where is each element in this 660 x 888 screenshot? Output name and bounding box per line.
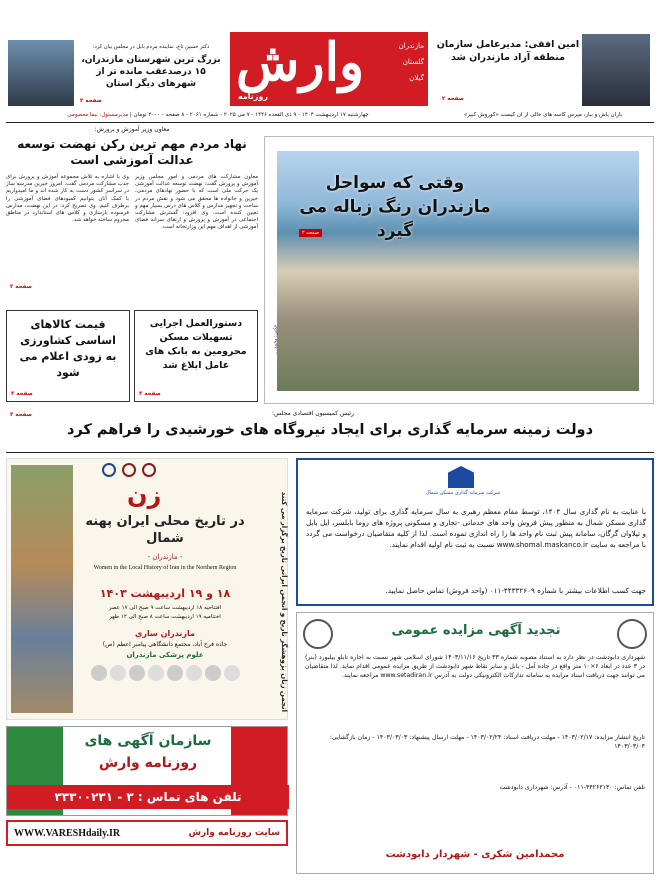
masthead-logo-block <box>230 32 428 106</box>
website-url[interactable]: WWW.VARESHdaily.IR <box>14 827 121 839</box>
sponsor-logos <box>77 665 253 709</box>
auction-emblem-icon <box>617 619 647 649</box>
province-item: گیلان <box>409 74 424 82</box>
dateline-tail: مدیرمسئول: نیما معصومی <box>67 112 129 118</box>
sponsor-logo-icon <box>91 665 107 681</box>
education-page-ref: صفحه ۲ <box>10 284 32 290</box>
top-right-headline[interactable]: امین افقی: مدیرعامل سازمان منطقه آزاد مازندران شد <box>436 39 580 63</box>
exhibition-times1: افتتاحیه ۱۸ اردیبهشت ساعت ۹ صبح الی ۱۷ عصر <box>108 605 222 611</box>
ads-phone-label: تلفن های تماس : <box>137 790 242 804</box>
auction-title: تجدید آگهی مزایده عمومی <box>391 623 561 638</box>
dateline: چهارشنبه ۱۷ اردیبهشت ۱۴۰۴ - ۹ ذی القعده ۱۴۴۶ - ۷ می ۲۰۲۵ - شماره ۲۰۶۱ - ۸ صفحه - ۲۰۰۰ تومان | مدیرمسئول: نیما معصومی <box>67 112 369 118</box>
maskan-ad[interactable] <box>296 458 654 606</box>
website-bar[interactable] <box>6 820 288 846</box>
dateline-main: چهارشنبه ۱۷ اردیبهشت ۱۴۰۴ - ۹ ذی القعده ۱۴۴۶ - ۷ می ۲۰۲۵ - شماره ۲۰۶۱ - ۸ صفحه - ۲۰۰۰ تومان <box>133 112 369 118</box>
auction-dates: تاریخ انتشار مزایده: ۱۴۰۳/۰۲/۱۷ - مهلت دریافت اسناد: ۱۴۰۳/۰۲/۲۴ - مهلت ارسال پیشنهاد: ۱۴۰۳/۰۳/۰۳ - زمان بازگشایی: ۱۴۰۳/۰۳/۰۴ <box>329 734 645 751</box>
main-story[interactable] <box>264 136 654 404</box>
ads-phone-row <box>7 785 289 809</box>
exhibition-logos <box>79 463 179 481</box>
maskan-logo-icon <box>448 466 474 488</box>
education-col: وی با اشاره به تلاش مجموعه آموزش و پرورش برای جذب مشارکت مردمی گفت: امروز خیرین مدرسه ساز در سراسر کشور دست به کار شده اند و ما امیدواریم با کمک آنان بتوانیم کمبودهای فضای آموزشی را برطرف کنیم. وی تصریح کرد: در این نهضت، مدارس فرسوده بازسازی و کلاس های استاندارد در مناطق محروم ساخته خواهد شد. <box>6 174 129 224</box>
education-headline[interactable]: نهاد مردم مهم ترین رکن نهضت توسعه عدالت آموزشی است <box>17 137 247 167</box>
box-left[interactable] <box>6 310 130 402</box>
auction-contact: تلفن تماس: ۴۴۲۶۲۱۳۰-۰۱۱ - آدرس: شهرداری دابودشت <box>499 784 645 791</box>
speaker-photo <box>8 40 74 106</box>
exhibition-ad[interactable] <box>6 458 288 720</box>
sponsor-logo-icon <box>167 665 183 681</box>
auction-emblem-icon <box>303 619 333 649</box>
sponsor-logo-icon <box>148 665 164 681</box>
exhibition-title: زن <box>127 481 162 509</box>
sponsor-logo-icon <box>110 665 126 681</box>
exhibition-dates: ۱۸ و ۱۹ اردیبهشت ۱۴۰۳ <box>99 587 231 600</box>
education-col: معاون مشارکت های مردمی و امور مجلس وزیر آموزش و پرورش گفت: نهضت توسعه عدالت آموزشی یک حرکت ملی است که با حضور نهادهای مردمی، خیرین و خانواده ها محقق می شود و نقش مردم در ساخت و تجهیز مدارس و کلاس های درس بسیار مهم و تعیین کننده است. وی افزود: گسترش مشارکت اجتماعی در آموزش و پرورش و ارتقای سرانه فضای آموزشی از اهداف مهم این وزارتخانه است. <box>135 174 258 231</box>
box-left-headline[interactable]: قیمت کالاهای اساسی کشاورزی به زودی اعلام می شود <box>19 318 117 379</box>
logo-icon <box>102 463 116 477</box>
exhibition-venue1: مازندران ساری <box>135 629 195 638</box>
sponsor-logo-icon <box>205 665 221 681</box>
logo-sub: روزنامه <box>238 92 268 101</box>
top-left-headline[interactable]: بزرگ ترین شهرستان مازندران، ۱۵ درصدعقب مانده تر از شهرهای دیگر استان <box>81 55 221 89</box>
exhibition-english: Women in the Local History of Iran in the Northern Region <box>93 565 237 571</box>
logo-icon <box>142 463 156 477</box>
sponsor-logo-icon <box>186 665 202 681</box>
main-headline[interactable]: وقتی که سواحل مازندران رنگ زباله می گیرد <box>299 173 491 241</box>
logo-icon <box>122 463 136 477</box>
header-divider <box>6 122 654 123</box>
website-label: سایت روزنامه وارش <box>188 828 280 838</box>
education-kicker: معاون وزیر آموزش و پرورش: <box>94 126 170 133</box>
auction-text: شهرداری دابودشت در نظر دارد به استناد مصوبه شماره ۳۳ تاریخ ۱۴۰۳/۱۱/۱۶ شورای اسلامی شهر نسبت به اجاره تابلو بیلبورد (بنر) در ۳ عدد در ابعاد ۶×۱۰ متر واقع در جاده آمل - بابل و سایر نقاط شهر دابودشت از طریق مزایده عمومی اقدام نماید. لذا متقاضیان می توانند جهت دریافت اسناد مزایده به سامانه تدارکات الکترونیکی دولت به آدرس www.setadiran.ir مراجعه نمایند. <box>305 654 646 680</box>
photo-credit: عکس: محمد ... <box>273 324 279 355</box>
solar-headline[interactable]: دولت زمینه سرمایه گذاری برای ایجاد نیروگاه های خورشیدی را فراهم کرد <box>66 422 594 438</box>
province-list <box>384 38 424 86</box>
solar-page-ref: صفحه ۳ <box>10 412 32 418</box>
ads-line1: سازمان آگهی های <box>84 733 212 749</box>
auction-signature: محمدامین شکری - شهردار دابودشت <box>385 849 565 860</box>
province-item: گلستان <box>402 58 424 66</box>
top-right-news[interactable] <box>432 30 654 110</box>
exhibition-venue2: جاده فرح آباد، مجتمع دانشگاهی پیامبر اعظم (ص) <box>102 641 228 648</box>
top-left-news[interactable] <box>6 30 226 110</box>
top-left-kicker: دکتر حسین تاج، نماینده مردم بابل در مجلس بیان کرد: <box>92 44 210 50</box>
auction-ad[interactable] <box>296 612 654 874</box>
logo-text: وارش <box>236 32 365 93</box>
sponsor-logo-icon <box>224 665 240 681</box>
portrait-photo <box>582 34 650 106</box>
box-right[interactable] <box>134 310 258 402</box>
education-story[interactable] <box>6 126 258 306</box>
solar-kicker: رئیس کمیسیون اقتصادی مجلس: <box>271 410 354 417</box>
sponsor-logo-icon <box>129 665 145 681</box>
exhibition-venue3: علوم پزشکی مازندران <box>126 651 204 659</box>
top-right-page-ref: صفحه ۲ <box>442 96 464 102</box>
maskan-phone: جهت کسب اطلاعات بیشتر با شماره ۴۴۳۳۲۶۰۹-۰۱۱ (واحد فروش) تماس حاصل نمایید. <box>385 586 646 595</box>
exhibition-sub2: - مازندران - <box>147 553 183 561</box>
box-left-page-ref: صفحه ۳ <box>11 391 33 397</box>
ads-line2: روزنامه وارش <box>98 755 198 771</box>
main-page-ref: صفحه ۲ <box>299 229 322 237</box>
section-divider <box>6 452 654 453</box>
ads-phone[interactable]: ۳ - ۳۳۳۰۰۲۳۱ <box>54 790 134 804</box>
exhibition-subtitle: در تاریخ محلی ایران پهنه شمال <box>85 514 245 546</box>
exhibition-vertical: انجمن زنان پژوهشگر تاریخ و انجمن ایرانی تاریخ برگزار می کنند <box>280 491 288 712</box>
exhibition-times2: اختتامیه ۱۹ اردیبهشت ساعت ۸ صبح الی ۱۲ ظهر <box>109 614 221 620</box>
ads-box[interactable] <box>6 726 288 816</box>
exhibition-photos <box>11 465 73 713</box>
solar-story[interactable] <box>6 410 654 450</box>
top-left-page-ref: صفحه ۲ <box>80 98 102 104</box>
province-item: مازندران <box>398 42 424 50</box>
box-right-page-ref: صفحه ۳ <box>139 391 161 397</box>
maskan-company: شرکت سرمایه گذاری مسکن شمال <box>425 490 501 496</box>
maskan-text: با عنایت به نام گذاری سال ۱۴۰۴، توسط مقام معظم رهبری به سال سرمایه گذاری برای تولید، شرکت سرمایه گذاری مسکن شمال به منظور پیش فروش واحد های خدماتی -تجاری و مسکونی پروژه های روما بابلسر، ایل بابل و تیلاوان گرگان، سامانه پیش ثبت نام واحد ها را راه اندازی نموده است. لذا از کلیه متقاضیان درخواست می گردد با مراجعه به سایت www.shomal.maskanco.ir نسبت به ثبت نام اولیه اقدام نمایند. <box>306 507 646 549</box>
box-right-headline[interactable]: دستورالعمل اجرایی تسهیلات مسکن محرومین به بانک های عامل ابلاغ شد <box>145 318 247 371</box>
teaser-bar: باران باش و ببار، مپرس کاسه های خالی از آن کیست «کوروش کبیر» <box>463 112 623 118</box>
